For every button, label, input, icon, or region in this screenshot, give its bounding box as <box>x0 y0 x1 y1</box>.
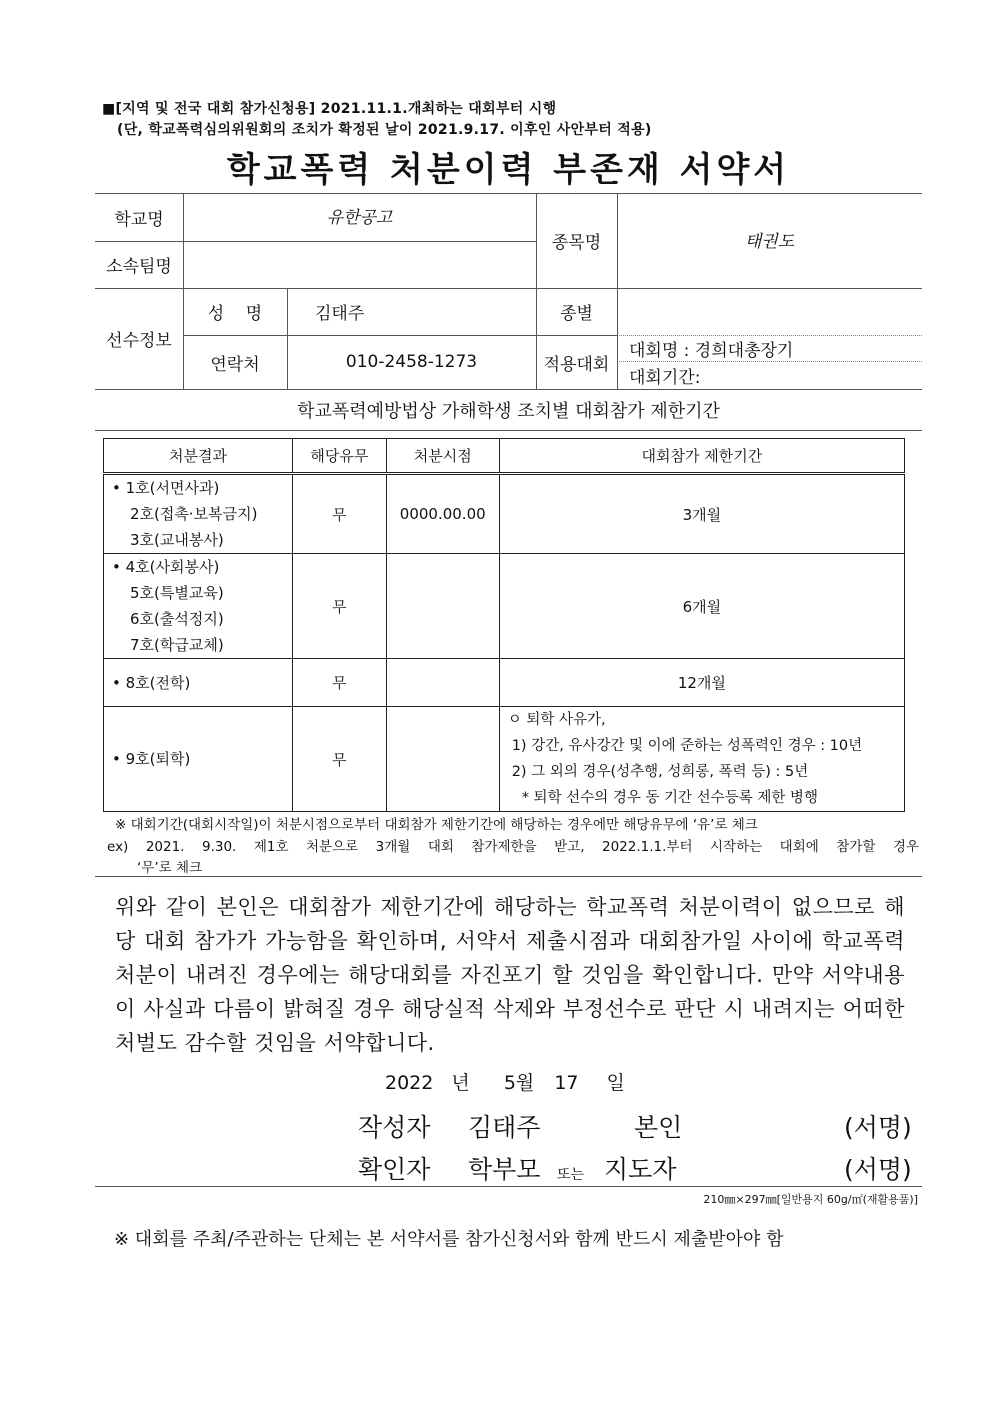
applicable-cell: 무 <box>292 707 386 812</box>
name-value: 김태주 <box>315 304 365 324</box>
confirmer-label: 확인자 <box>358 1155 431 1184</box>
event-value: 태권도 <box>744 231 795 252</box>
confirmer-teacher: 지도자 <box>604 1155 677 1184</box>
date-month: 5월 <box>503 1072 535 1094</box>
period-line: * 퇴학 선수의 경우 동 기간 선수등록 제한 병행 <box>521 790 818 806</box>
team-label: 소속팀명 <box>106 257 172 277</box>
writer-name: 김태주 <box>468 1113 541 1142</box>
date-year-unit: 년 <box>451 1072 470 1094</box>
footnote-divider <box>95 876 922 877</box>
period-line: 1) 강간, 유사강간 및 이에 준하는 성폭력인 경우 : 10년 <box>511 738 863 754</box>
contact-label: 연락처 <box>210 354 260 375</box>
applicable-cell: 무 <box>292 474 386 554</box>
confirmer-parent: 학부모 <box>468 1155 541 1184</box>
period-cell: 6개월 <box>499 554 904 659</box>
period-cell <box>499 707 904 812</box>
codes-cell <box>104 554 293 659</box>
period-line: 2) 그 외의 경우(성추행, 성희롱, 폭력 등) : 5년 <box>511 764 809 780</box>
table-row <box>104 554 905 659</box>
applicable-cell: 무 <box>292 554 386 659</box>
code-item: • 4호(사회봉사) <box>112 558 220 576</box>
writer-role: 본인 <box>634 1113 683 1142</box>
table-row <box>104 659 905 707</box>
code-item: 7호(학급교체) <box>130 636 224 654</box>
code-item: 5호(특별교육) <box>130 584 224 602</box>
competition-name: 대회명 : 경희대총장기 <box>629 341 794 361</box>
pledge-text: 위와 같이 본인은 대회참가 제한기간에 해당하는 학교폭력 처분이력이 없으므로 해당 대회 참가가 가능함을 확인하며, 서약서 제출시점과 대회참가일 사이에 학교폭력 처분이 내려진 경우에는 해당대회를 자진포기 할 것임을 확인합니다. 만약 서약내용이 사실과 다름이 밝혀질 경우 해당실적 삭제와 부정선수로 판단 시 내려지는 어떠한 처벌도 감수할 것임을 서약합니다. <box>115 895 905 1055</box>
date-year: 2022 <box>385 1072 434 1094</box>
table-row <box>104 707 905 812</box>
table-row <box>104 474 905 554</box>
date-cell <box>386 659 499 707</box>
name-label: 성 명 <box>207 304 263 324</box>
school-label: 학교명 <box>114 209 164 230</box>
document-title: 학교폭력 처분이력 부존재 서약서 <box>226 150 791 190</box>
header-date: 처분시점 <box>386 439 499 474</box>
signature-divider <box>95 1186 922 1187</box>
applied-competition-label: 적용대회 <box>543 354 610 375</box>
bottom-note: ※ 대회를 주최/주관하는 단체는 본 서약서를 참가신청서와 함께 반드시 제출받아야 함 <box>114 1229 784 1250</box>
table-header-row <box>104 439 905 474</box>
event-label: 종목명 <box>551 233 602 253</box>
category-label: 종별 <box>560 304 593 324</box>
date-cell <box>386 707 499 812</box>
footnote-1: ※ 대회기간(대회시작일)이 처분시점으로부터 대회참가 제한기간에 해당하는 경우에만 해당유무에 ‘유’로 체크 <box>115 817 758 833</box>
athlete-info-label: 선수정보 <box>106 331 172 351</box>
writer-signature: (서명) <box>844 1113 912 1142</box>
team-value <box>183 241 536 288</box>
header-applicable: 해당유무 <box>292 439 386 474</box>
section-divider <box>95 430 922 431</box>
footnote-2a: ex) 2021. 9.30. 제1호 처분으로 3개월 대회 참가제한을 받고, 2022.1.1.부터 시작하는 대회에 참가할 경우 <box>107 839 919 855</box>
date-cell: 0000.00.00 <box>386 474 499 554</box>
period-line: ㅇ 퇴학 사유가, <box>507 712 606 728</box>
category-value <box>617 288 922 335</box>
code-item: • 8호(전학) <box>112 673 191 692</box>
applicable-cell: 무 <box>292 659 386 707</box>
paper-spec: 210㎜×297㎜[일반용지 60g/㎡(재활용품)] <box>703 1193 918 1206</box>
code-item: • 1호(서면사과) <box>112 479 220 497</box>
header-result: 처분결과 <box>104 439 293 474</box>
period-cell: 3개월 <box>499 474 904 554</box>
confirmer-or: 또는 <box>557 1167 585 1183</box>
date-day-unit: 일 <box>606 1072 625 1094</box>
pledge-date <box>385 1068 625 1095</box>
header-period: 대회참가 제한기간 <box>499 439 904 474</box>
sanctions-table <box>103 438 905 812</box>
code-item: 3호(교내봉사) <box>130 531 224 549</box>
codes-cell <box>104 707 293 812</box>
writer-label: 작성자 <box>358 1113 431 1142</box>
confirmer-signature: (서명) <box>844 1155 912 1184</box>
date-cell <box>386 554 499 659</box>
codes-cell <box>104 474 293 554</box>
code-item: • 9호(퇴학) <box>112 750 191 768</box>
section-title: 학교폭력예방법상 가해학생 조치별 대회참가 제한기간 <box>297 401 720 422</box>
date-day: 17 <box>554 1072 579 1094</box>
footnote-2b: ‘무’로 체크 <box>137 860 203 876</box>
contact-value: 010-2458-1273 <box>345 352 478 372</box>
header-note-line2: (단, 학교폭력심의위원회의 조치가 확정된 날이 2021.9.17. 이후인 사안부터 적용) <box>117 122 652 138</box>
school-value: 유한공고 <box>326 207 393 228</box>
codes-cell <box>104 659 293 707</box>
code-item: 2호(접촉·보복금지) <box>130 505 258 523</box>
header-note-line1: ■[지역 및 전국 대회 참가신청용] 2021.11.1.개최하는 대회부터 시행 <box>102 101 557 117</box>
code-item: 6호(출석정지) <box>130 610 224 628</box>
competition-period: 대회기간: <box>629 367 701 388</box>
period-cell: 12개월 <box>499 659 904 707</box>
